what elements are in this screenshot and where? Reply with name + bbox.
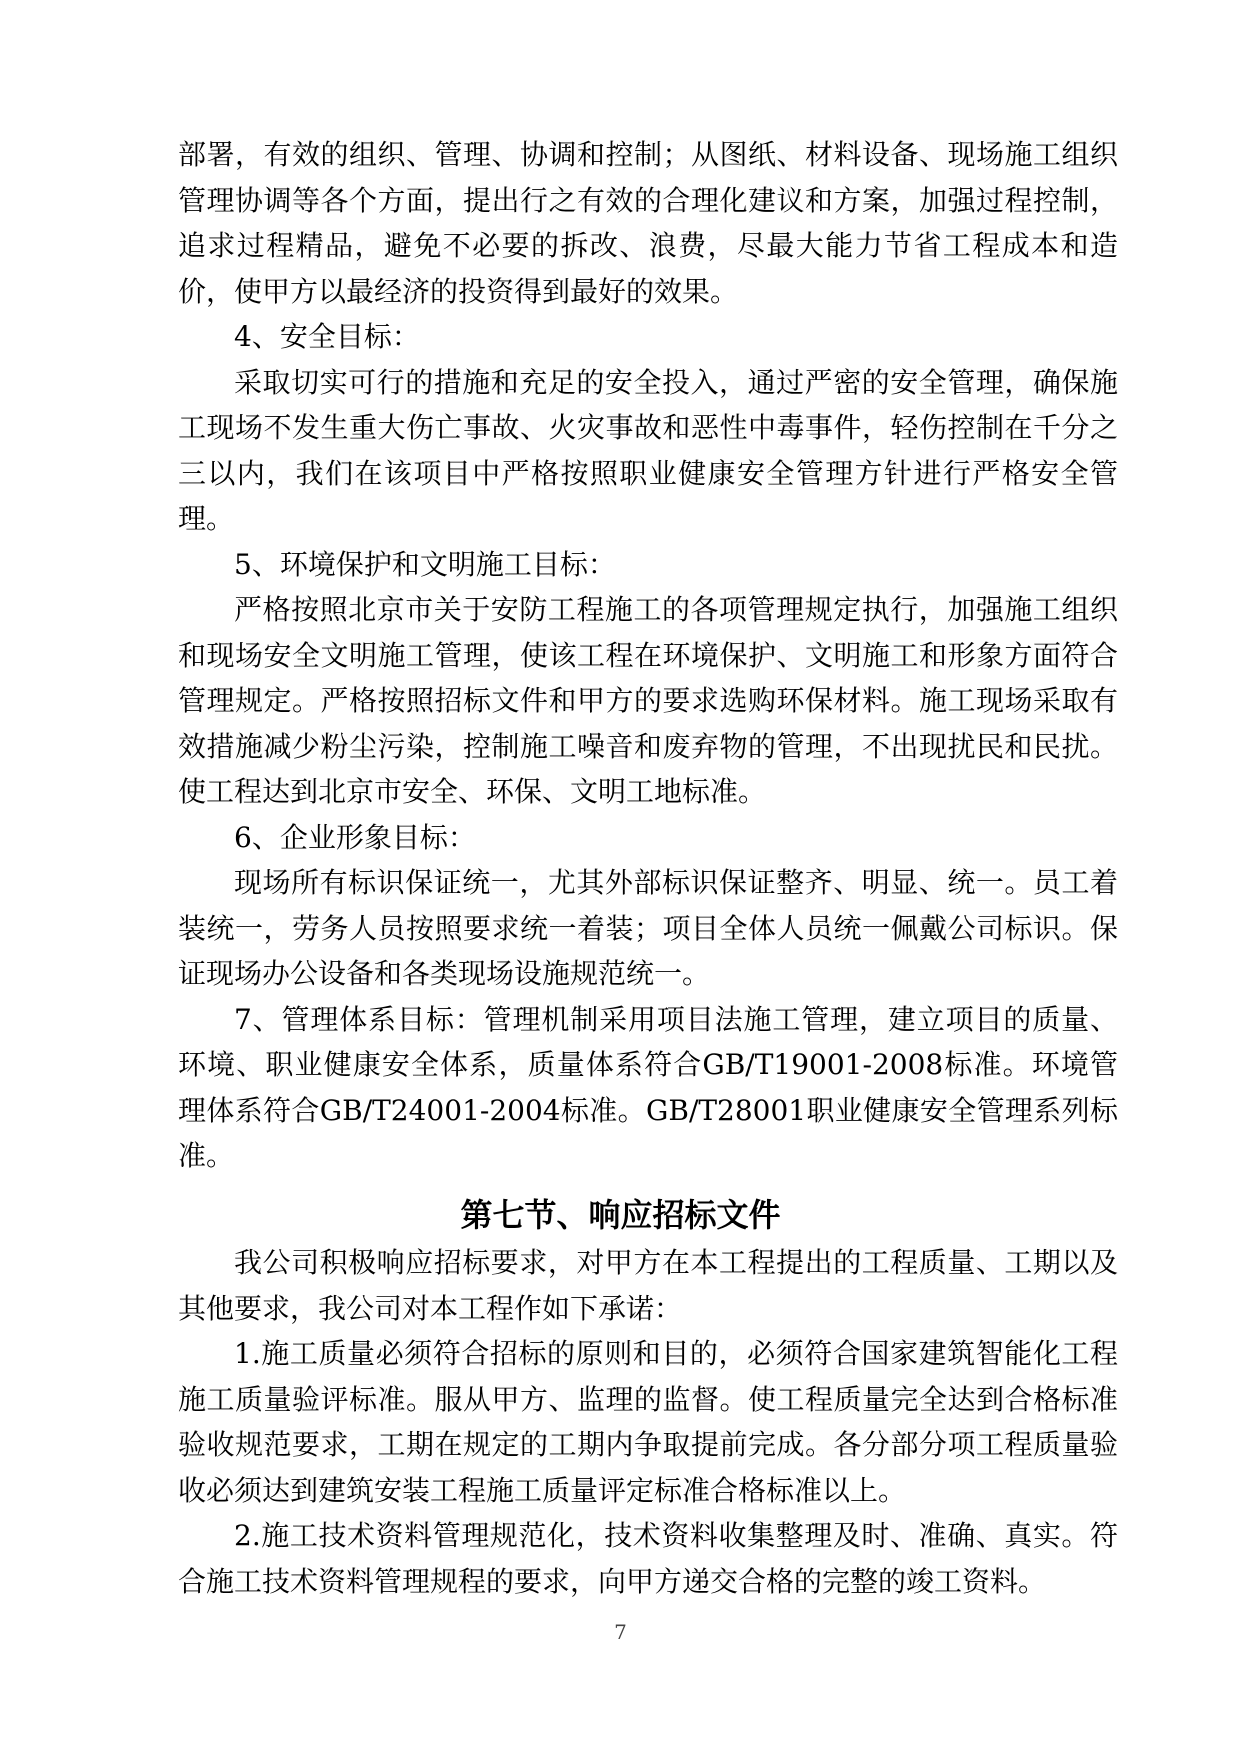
- paragraph: 我公司积极响应招标要求，对甲方在本工程提出的工程质量、工期以及其他要求，我公司对本工程作如下承诺：: [178, 1246, 1118, 1325]
- paragraph: 严格按照北京市关于安防工程施工的各项管理规定执行，加强施工组织和现场安全文明施工管理，使该工程在环境保护、文明施工和形象方面符合管理规定。严格按照招标文件和甲方的要求选购环保材料。施工现场采取有效措施减少粉尘污染，控制施工噪音和废弃物的管理，不出现扰民和民扰。使工程达到北京市安全、环保、文明工地标准。: [178, 593, 1118, 808]
- paragraph: 现场所有标识保证统一，尤其外部标识保证整齐、明显、统一。员工着装统一，劳务人员按照要求统一着装；项目全体人员统一佩戴公司标识。保证现场办公设备和各类现场设施规范统一。: [178, 866, 1118, 990]
- paragraph: 采取切实可行的措施和充足的安全投入，通过严密的安全管理，确保施工现场不发生重大伤亡事故、火灾事故和恶性中毒事件，轻伤控制在千分之三以内，我们在该项目中严格按照职业健康安全管理方针进行严格安全管理。: [178, 365, 1118, 535]
- paragraph: 1.施工质量必须符合招标的原则和目的，必须符合国家建筑智能化工程施工质量验评标准。服从甲方、监理的监督。使工程质量完全达到合格标准验收规范要求，工期在规定的工期内争取提前完成。各分部分项工程质量验收必须达到建筑安装工程施工质量评定标准合格标准以上。: [178, 1337, 1118, 1507]
- page-number: 7: [614, 1620, 627, 1644]
- paragraph: 7、管理体系目标：管理机制采用项目法施工管理，建立项目的质量、环境、职业健康安全体系，质量体系符合GB/T19001-2008标准。环境管理体系符合GB/T24001-2004标准。GB/T28001职业健康安全管理系列标准。: [178, 1002, 1118, 1172]
- body-text-top: [178, 132, 1118, 1179]
- paragraph: 4、安全目标：: [234, 320, 420, 353]
- paragraph: 6、企业形象目标：: [234, 820, 476, 854]
- section-heading: 第七节、响应招标文件: [460, 1196, 781, 1234]
- body-text-bottom: [178, 1240, 1118, 1604]
- paragraph: 5、环境保护和文明施工目标：: [234, 547, 616, 581]
- paragraph: 2.施工技术资料管理规范化，技术资料收集整理及时、准确、真实。符合施工技术资料管理规程的要求，向甲方递交合格的完整的竣工资料。: [178, 1519, 1118, 1598]
- paragraph: 部署，有效的组织、管理、协调和控制；从图纸、材料设备、现场施工组织管理协调等各个方面，提出行之有效的合理化建议和方案，加强过程控制，追求过程精品，避免不必要的拆改、浪费，尽最大能力节省工程成本和造价，使甲方以最经济的投资得到最好的效果。: [178, 138, 1118, 308]
